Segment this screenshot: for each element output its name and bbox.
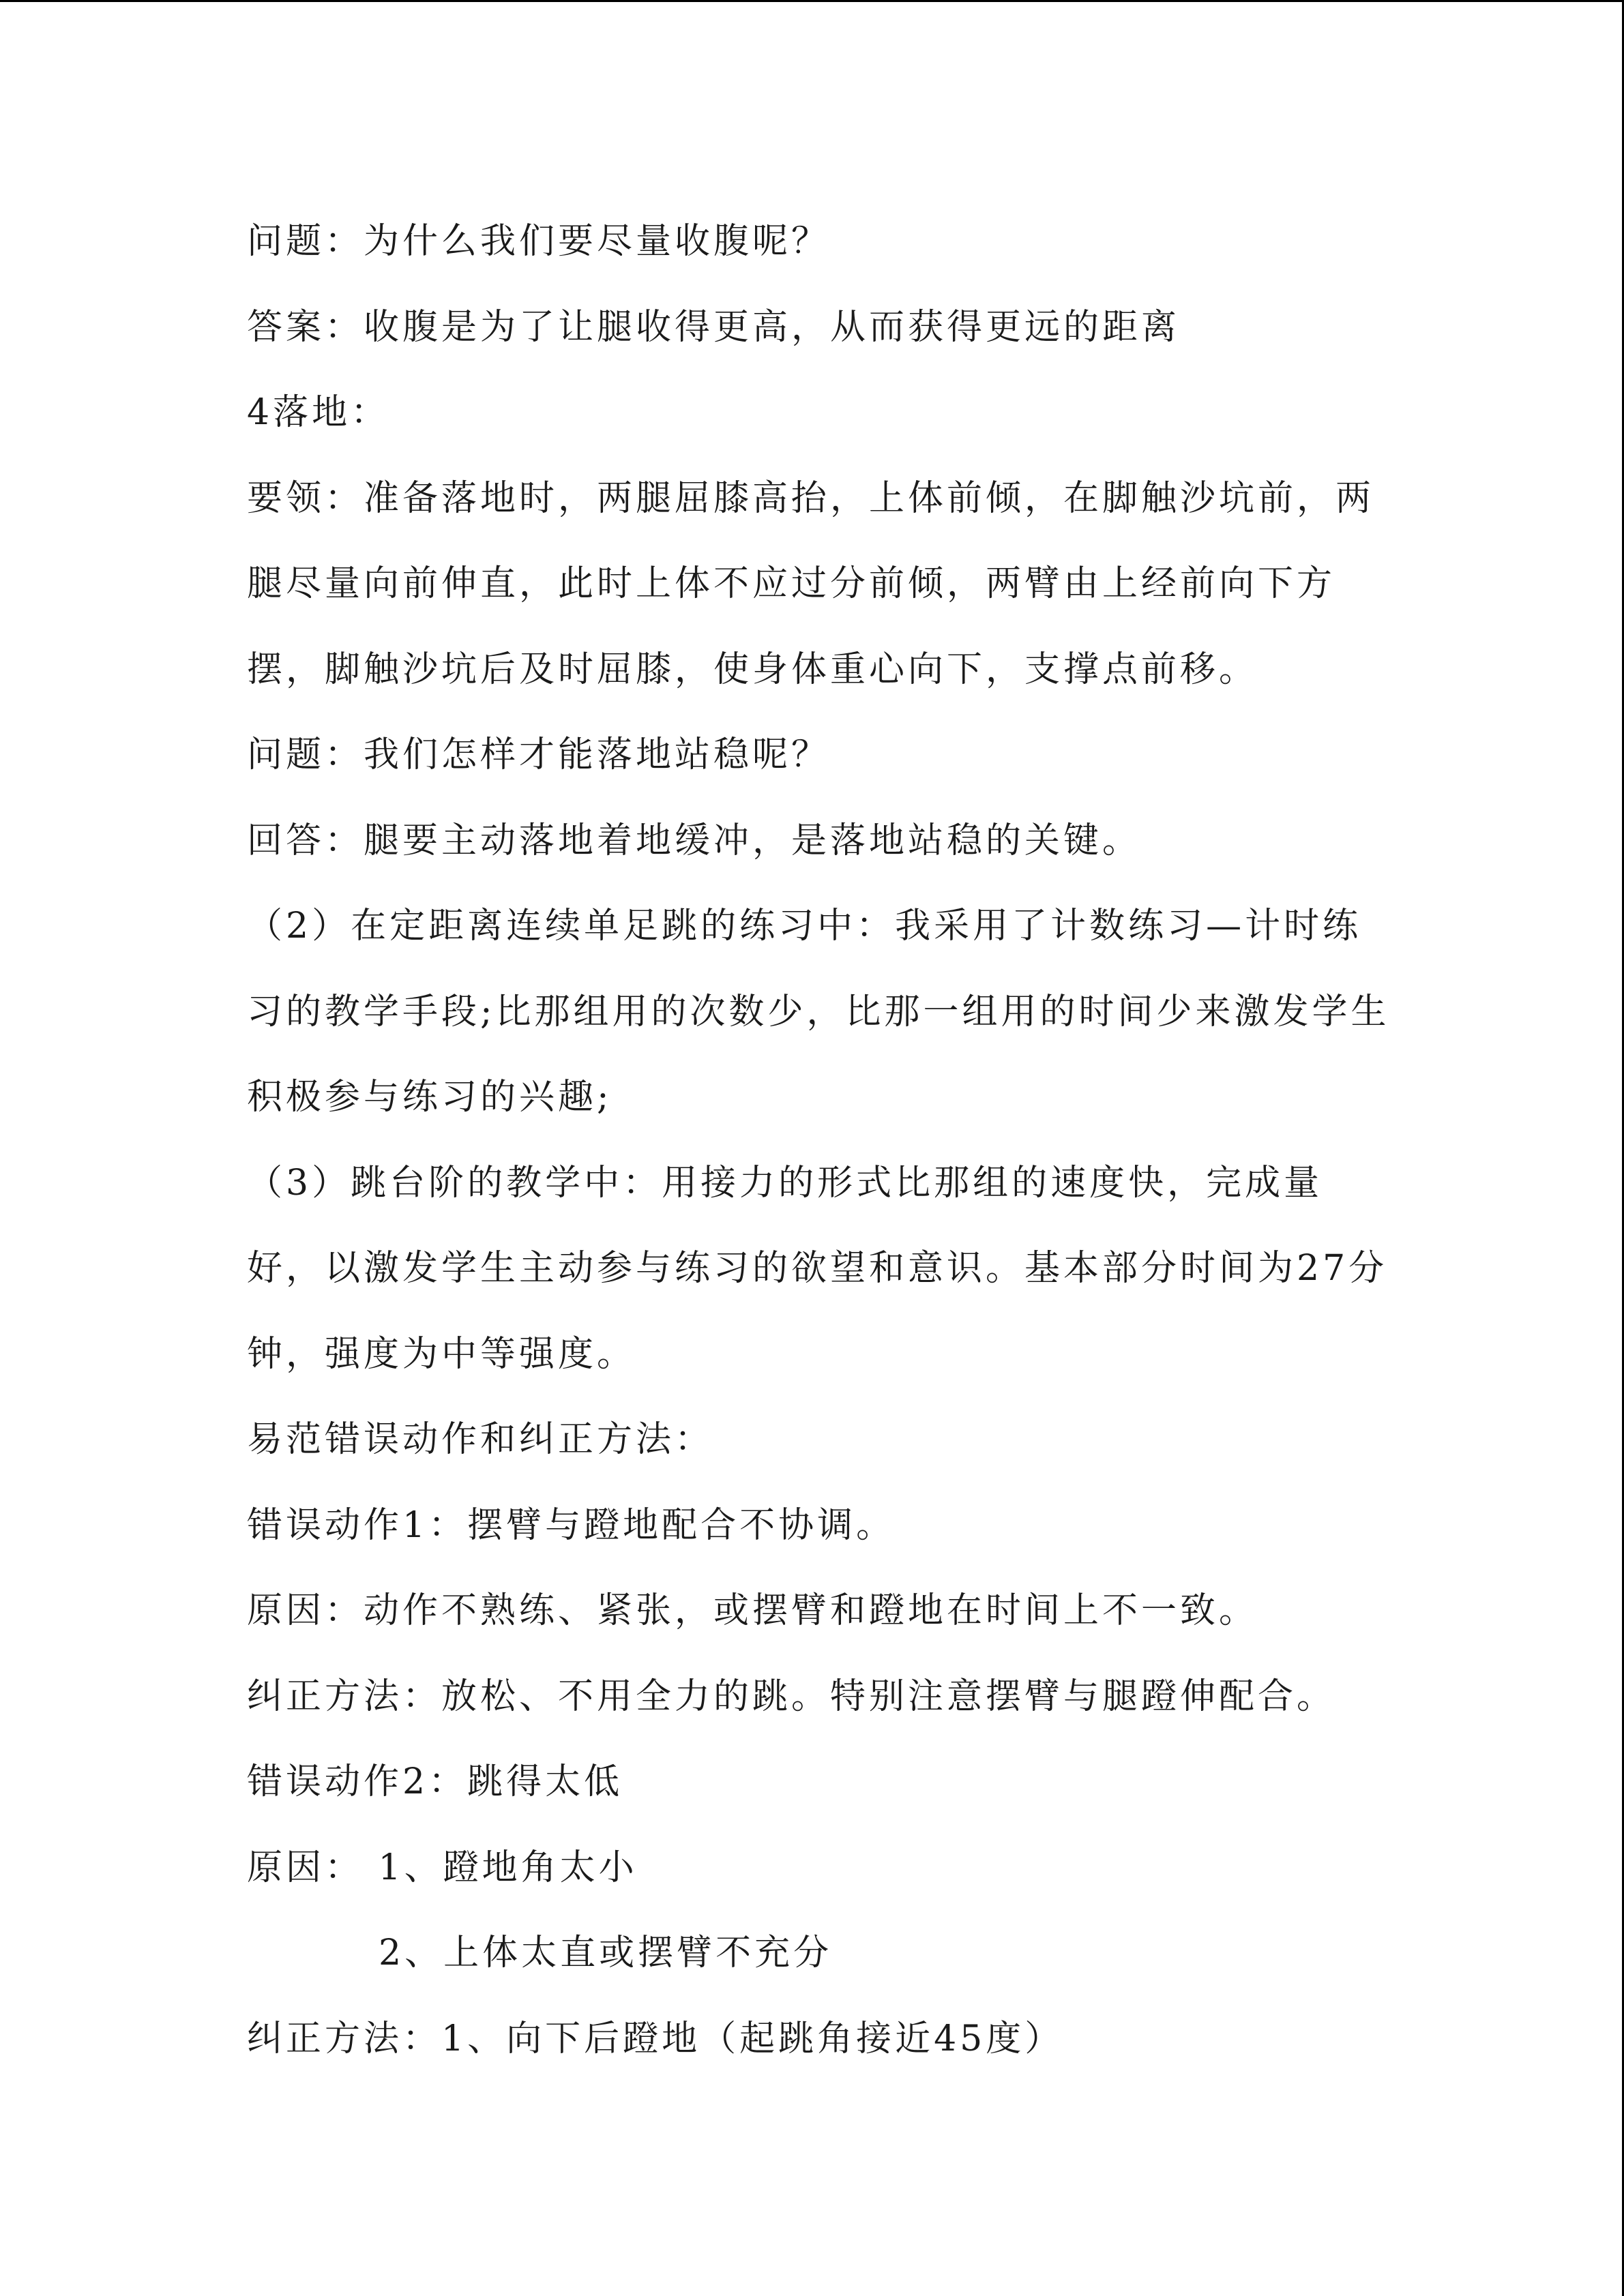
item-3-line-3: 钟，强度为中等强度。 bbox=[247, 1333, 636, 1375]
common-errors-heading: 易范错误动作和纠正方法： bbox=[247, 1419, 714, 1460]
item-3-line-1: （3）跳台阶的教学中：用接力的形式比那组的速度快，完成量 bbox=[247, 1162, 1323, 1204]
error-1-title: 错误动作1：摆臂与蹬地配合不协调。 bbox=[247, 1504, 896, 1546]
error-2-cause-2: 2、上体太直或摆臂不充分 bbox=[379, 1933, 833, 1973]
answer-tuck-abdomen: 答案：收腹是为了让腿收得更高，从而获得更远的距离 bbox=[247, 306, 1181, 348]
landing-technique-line-3: 摆，脚触沙坑后及时屈膝，使身体重心向下，支撑点前移。 bbox=[247, 648, 1258, 690]
item-3-line-2: 好，以激发学生主动参与练习的欲望和意识。基本部分时间为27分 bbox=[247, 1248, 1388, 1289]
question-tuck-abdomen: 问题：为什么我们要尽量收腹呢？ bbox=[247, 221, 831, 262]
error-2-correction-1: 纠正方法：1、向下后蹬地（起跳角接近45度） bbox=[247, 2018, 1064, 2059]
item-2-line-2: 习的教学手段;比那组用的次数少，比那一组用的时间少来激发学生 bbox=[247, 991, 1390, 1032]
error-1-correction: 纠正方法：放松、不用全力的跳。特别注意摆臂与腿蹬伸配合。 bbox=[247, 1675, 1336, 1717]
landing-technique-line-1: 要领：准备落地时，两腿屈膝高抬，上体前倾，在脚触沙坑前，两 bbox=[247, 477, 1375, 519]
error-1-cause: 原因：动作不熟练、紧张，或摆臂和蹬地在时间上不一致。 bbox=[247, 1590, 1258, 1631]
landing-technique-line-2: 腿尽量向前伸直，此时上体不应过分前倾，两臂由上经前向下方 bbox=[247, 563, 1336, 604]
document-body bbox=[247, 199, 1390, 2082]
item-2-line-3: 积极参与练习的兴趣; bbox=[247, 1077, 612, 1118]
error-2-title: 错误动作2：跳得太低 bbox=[247, 1761, 623, 1802]
answer-stable-landing: 回答：腿要主动落地着地缓冲，是落地站稳的关键。 bbox=[247, 820, 1142, 861]
page-top-border bbox=[0, 0, 1624, 2]
question-stable-landing: 问题：我们怎样才能落地站稳呢？ bbox=[247, 734, 831, 775]
item-2-line-1: （2）在定距离连续单足跳的练习中：我采用了计数练习—计时练 bbox=[247, 906, 1362, 946]
error-2-cause-1: 原因： 1、蹬地角太小 bbox=[247, 1847, 638, 1888]
section-heading-landing: 4落地： bbox=[247, 392, 390, 433]
